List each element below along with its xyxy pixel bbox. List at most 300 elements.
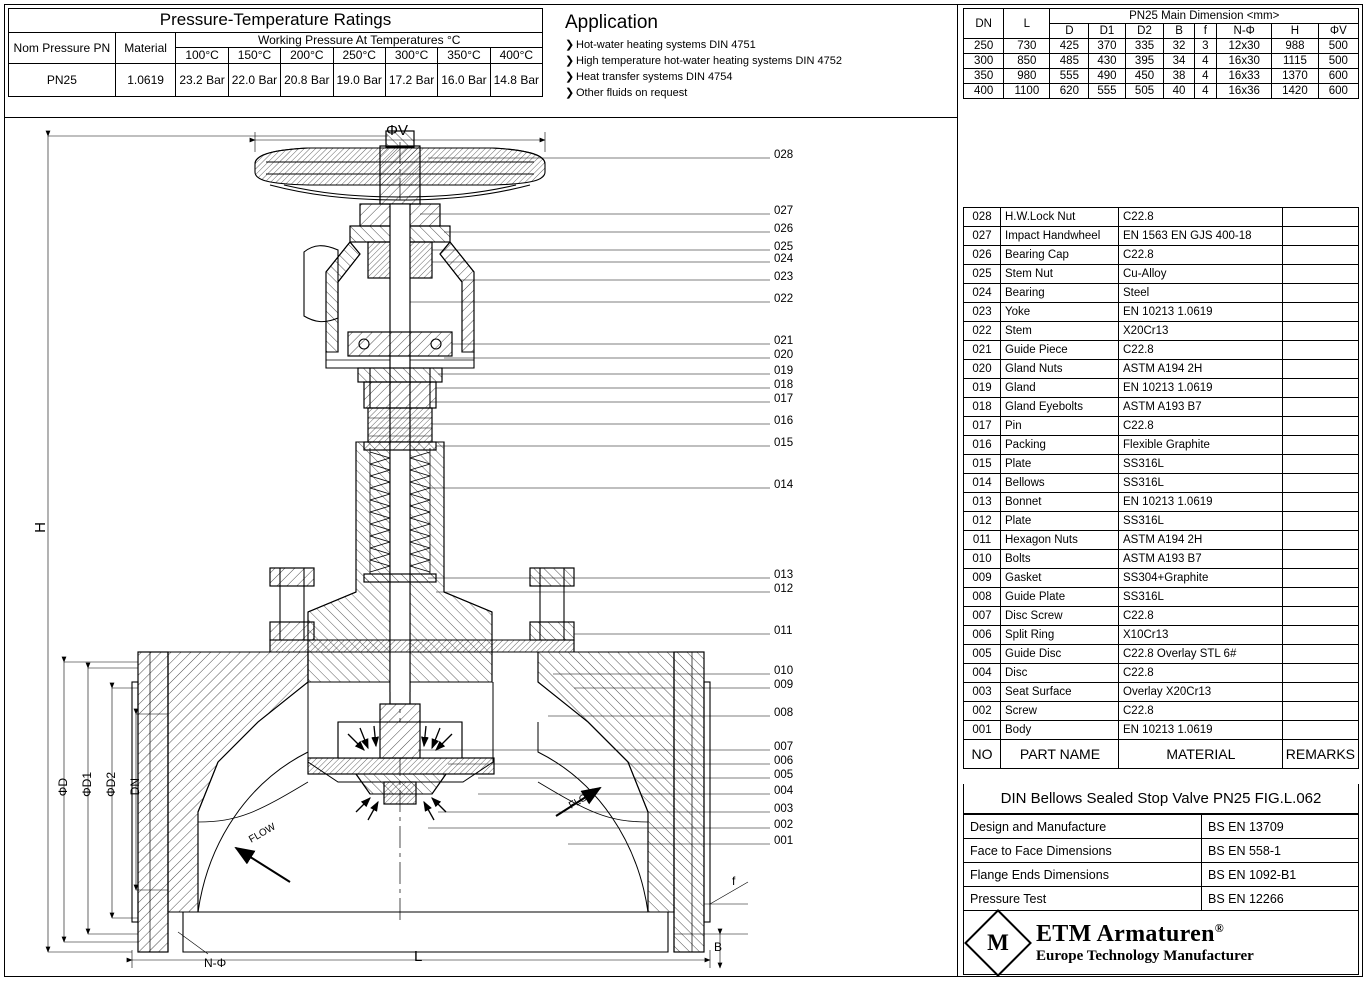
part-material: C22.8	[1119, 208, 1283, 227]
part-name: Guide Piece	[1001, 341, 1119, 360]
table-row	[964, 379, 1359, 398]
table-row	[964, 265, 1359, 284]
application-list	[565, 38, 935, 102]
part-material: ASTM A194 2H	[1119, 360, 1283, 379]
table-row	[964, 227, 1359, 246]
cell-l: 980	[1004, 69, 1050, 84]
part-remarks	[1282, 303, 1358, 322]
cell-dn: 400	[964, 84, 1004, 99]
pressure-5: 16.0 Bar	[438, 64, 490, 97]
cell-h: 988	[1272, 39, 1318, 54]
temp-1: 150°C	[228, 48, 280, 64]
cell-f: 3	[1194, 39, 1217, 54]
table-row	[964, 39, 1359, 54]
table-row	[964, 417, 1359, 436]
balloon-021: 021	[774, 335, 794, 347]
part-name: Gland Eyebolts	[1001, 398, 1119, 417]
bullet-arrow-icon: ❯	[565, 86, 575, 99]
standard-value: BS EN 558-1	[1202, 839, 1359, 863]
standard-label: Pressure Test	[964, 887, 1202, 911]
part-material: ASTM A194 2H	[1119, 531, 1283, 550]
balloon-012: 012	[774, 583, 794, 595]
part-no: 022	[964, 322, 1001, 341]
part-material: SS316L	[1119, 455, 1283, 474]
dim-label-phid2: ΦD2	[104, 772, 118, 797]
part-name: Bellows	[1001, 474, 1119, 493]
pressure-2: 20.8 Bar	[281, 64, 333, 97]
application-item-label: Hot-water heating systems DIN 4751	[576, 39, 756, 51]
part-no: 028	[964, 208, 1001, 227]
part-name: Packing	[1001, 436, 1119, 455]
part-no: 016	[964, 436, 1001, 455]
table-row	[964, 208, 1359, 227]
table-row	[964, 721, 1359, 740]
dim-label-h: H	[32, 522, 49, 533]
part-no: 017	[964, 417, 1001, 436]
value-material: 1.0619	[115, 64, 176, 97]
parts-header-no: NO	[964, 740, 1001, 769]
part-no: 005	[964, 645, 1001, 664]
part-material: SS316L	[1119, 474, 1283, 493]
table-row	[964, 607, 1359, 626]
table-row	[964, 284, 1359, 303]
cell-d1: 555	[1089, 84, 1125, 99]
part-no: 021	[964, 341, 1001, 360]
part-remarks	[1282, 721, 1358, 740]
part-material: SS316L	[1119, 512, 1283, 531]
part-no: 018	[964, 398, 1001, 417]
part-name: H.W.Lock Nut	[1001, 208, 1119, 227]
cell-nphi: 16x36	[1217, 84, 1272, 99]
balloon-019: 019	[774, 365, 794, 377]
part-remarks	[1282, 398, 1358, 417]
application-item-label: High temperature hot-water heating systems DIN 4752	[576, 54, 842, 67]
standard-label: Design and Manufacture	[964, 815, 1202, 839]
pressure-table-title: Pressure-Temperature Ratings	[9, 9, 543, 33]
part-name: Bearing Cap	[1001, 246, 1119, 265]
cell-d2: 450	[1125, 69, 1164, 84]
part-remarks	[1282, 246, 1358, 265]
dim-label-nphi: N-Φ	[204, 956, 227, 970]
pressure-3: 19.0 Bar	[333, 64, 385, 97]
cell-phiv: 500	[1318, 39, 1358, 54]
part-remarks	[1282, 265, 1358, 284]
sheet-divider-horizontal	[4, 117, 957, 118]
part-material: C22.8	[1119, 607, 1283, 626]
table-row	[964, 531, 1359, 550]
part-name: Bolts	[1001, 550, 1119, 569]
cell-dn: 250	[964, 39, 1004, 54]
part-no: 006	[964, 626, 1001, 645]
part-material: SS304+Graphite	[1119, 569, 1283, 588]
part-no: 014	[964, 474, 1001, 493]
cell-f: 4	[1194, 69, 1217, 84]
part-material: ASTM A193 B7	[1119, 398, 1283, 417]
part-material: EN 10213 1.0619	[1119, 303, 1283, 322]
part-remarks	[1282, 341, 1358, 360]
application-item	[565, 38, 935, 54]
part-name: Screw	[1001, 702, 1119, 721]
table-row	[964, 398, 1359, 417]
table-row	[964, 341, 1359, 360]
title-block	[963, 784, 1359, 975]
part-remarks	[1282, 550, 1358, 569]
balloon-017: 017	[774, 393, 794, 405]
company-name-text: ETM Armaturen	[1036, 920, 1215, 947]
standard-label: Flange Ends Dimensions	[964, 863, 1202, 887]
cell-h: 1370	[1272, 69, 1318, 84]
part-remarks	[1282, 227, 1358, 246]
part-no: 011	[964, 531, 1001, 550]
part-no: 023	[964, 303, 1001, 322]
part-remarks	[1282, 493, 1358, 512]
balloon-004: 004	[774, 785, 794, 797]
standard-value: BS EN 1092-B1	[1202, 863, 1359, 887]
part-name: Body	[1001, 721, 1119, 740]
balloon-016: 016	[774, 415, 794, 427]
dim-header-nphi: N-Φ	[1217, 24, 1272, 39]
dim-label-phiv: ΦV	[386, 122, 408, 139]
part-no: 003	[964, 683, 1001, 702]
diamond-logo-icon	[964, 909, 1032, 977]
temp-2: 200°C	[281, 48, 333, 64]
balloon-023: 023	[774, 271, 794, 283]
part-name: Guide Plate	[1001, 588, 1119, 607]
part-no: 019	[964, 379, 1001, 398]
part-name: Stem	[1001, 322, 1119, 341]
part-name: Bonnet	[1001, 493, 1119, 512]
part-remarks	[1282, 588, 1358, 607]
balloon-028: 028	[774, 149, 794, 161]
part-material: Overlay X20Cr13	[1119, 683, 1283, 702]
cell-d: 555	[1050, 69, 1089, 84]
table-row	[964, 69, 1359, 84]
parts-list-table	[963, 207, 1359, 769]
temp-4: 300°C	[385, 48, 437, 64]
balloon-007: 007	[774, 741, 794, 753]
table-row	[964, 626, 1359, 645]
application-item	[565, 86, 935, 102]
part-material: C22.8	[1119, 417, 1283, 436]
part-material: C22.8	[1119, 664, 1283, 683]
part-material: EN 10213 1.0619	[1119, 493, 1283, 512]
part-no: 001	[964, 721, 1001, 740]
part-material: EN 10213 1.0619	[1119, 721, 1283, 740]
dim-label-phid: ΦD	[56, 778, 70, 797]
table-row	[964, 246, 1359, 265]
registered-mark: ®	[1214, 920, 1225, 935]
part-no: 007	[964, 607, 1001, 626]
application-title: Application	[565, 12, 658, 33]
cell-h: 1115	[1272, 54, 1318, 69]
cell-d1: 490	[1089, 69, 1125, 84]
part-name: Gland	[1001, 379, 1119, 398]
part-remarks	[1282, 360, 1358, 379]
part-material: Cu-Alloy	[1119, 265, 1283, 284]
part-name: Stem Nut	[1001, 265, 1119, 284]
cell-d: 425	[1050, 39, 1089, 54]
col-nom-pressure: Nom Pressure PN	[9, 32, 116, 63]
dim-group-header: PN25 Main Dimension <mm>	[1050, 9, 1359, 24]
dim-header-d1: D1	[1089, 24, 1125, 39]
cell-nphi: 16x30	[1217, 54, 1272, 69]
part-name: Seat Surface	[1001, 683, 1119, 702]
part-remarks	[1282, 664, 1358, 683]
dim-header-d: D	[1050, 24, 1089, 39]
cell-d: 620	[1050, 84, 1089, 99]
temp-0: 100°C	[176, 48, 228, 64]
part-material: SS316L	[1119, 588, 1283, 607]
cell-nphi: 16x33	[1217, 69, 1272, 84]
standard-value: BS EN 13709	[1202, 815, 1359, 839]
cell-l: 730	[1004, 39, 1050, 54]
part-no: 009	[964, 569, 1001, 588]
product-title: DIN Bellows Sealed Stop Valve PN25 FIG.L.062	[963, 784, 1359, 814]
part-no: 024	[964, 284, 1001, 303]
dim-header-dn: DN	[964, 9, 1004, 39]
dim-header-h: H	[1272, 24, 1318, 39]
logo-monogram: M	[987, 929, 1009, 955]
part-material: Flexible Graphite	[1119, 436, 1283, 455]
col-working-pressure: Working Pressure At Temperatures °C	[176, 32, 543, 48]
pressure-6: 14.8 Bar	[490, 64, 542, 97]
balloon-014: 014	[774, 479, 794, 491]
company-tagline: Europe Technology Manufacturer	[1036, 947, 1254, 964]
table-row	[964, 839, 1359, 863]
cell-dn: 350	[964, 69, 1004, 84]
part-remarks	[1282, 607, 1358, 626]
cell-dn: 300	[964, 54, 1004, 69]
dim-header-l: L	[1004, 9, 1050, 39]
dim-header-phiv: ΦV	[1318, 24, 1358, 39]
application-item	[565, 70, 935, 86]
cell-h: 1420	[1272, 84, 1318, 99]
parts-header-material: MATERIAL	[1119, 740, 1283, 769]
part-name: Gland Nuts	[1001, 360, 1119, 379]
part-remarks	[1282, 626, 1358, 645]
part-material: X10Cr13	[1119, 626, 1283, 645]
balloon-013: 013	[774, 569, 794, 581]
cell-d2: 505	[1125, 84, 1164, 99]
valve-section-svg	[8, 122, 954, 974]
parts-header-remarks: REMARKS	[1282, 740, 1358, 769]
cell-f: 4	[1194, 54, 1217, 69]
standards-table	[963, 814, 1359, 911]
part-remarks	[1282, 322, 1358, 341]
cell-phiv: 500	[1318, 54, 1358, 69]
part-material: EN 10213 1.0619	[1119, 379, 1283, 398]
part-material: C22.8	[1119, 341, 1283, 360]
table-row	[964, 493, 1359, 512]
balloon-018: 018	[774, 379, 794, 391]
application-item-label: Other fluids on request	[576, 86, 688, 99]
table-row	[964, 683, 1359, 702]
table-row	[964, 702, 1359, 721]
part-name: Plate	[1001, 455, 1119, 474]
col-material: Material	[115, 32, 176, 63]
cell-f: 4	[1194, 84, 1217, 99]
part-name: Disc	[1001, 664, 1119, 683]
dim-label-b: B	[714, 940, 723, 954]
cell-l: 1100	[1004, 84, 1050, 99]
part-name: Guide Disc	[1001, 645, 1119, 664]
part-name: Impact Handwheel	[1001, 227, 1119, 246]
cell-d2: 395	[1125, 54, 1164, 69]
bullet-arrow-icon: ❯	[565, 70, 575, 83]
dim-header-b: B	[1164, 24, 1194, 39]
dim-label-dn: DN	[128, 778, 142, 796]
application-item	[565, 54, 935, 70]
application-block	[565, 12, 935, 102]
table-row	[964, 887, 1359, 911]
company-name	[1036, 921, 1254, 948]
balloon-006: 006	[774, 755, 794, 767]
part-remarks	[1282, 455, 1358, 474]
part-remarks	[1282, 702, 1358, 721]
part-remarks	[1282, 474, 1358, 493]
part-material: EN 1563 EN GJS 400-18	[1119, 227, 1283, 246]
part-name: Bearing	[1001, 284, 1119, 303]
balloon-002: 002	[774, 819, 794, 831]
part-name: Yoke	[1001, 303, 1119, 322]
cell-d1: 430	[1089, 54, 1125, 69]
part-remarks	[1282, 569, 1358, 588]
bullet-arrow-icon: ❯	[565, 54, 575, 67]
pressure-0: 23.2 Bar	[176, 64, 228, 97]
table-row	[964, 54, 1359, 69]
part-remarks	[1282, 208, 1358, 227]
cell-b: 34	[1164, 54, 1194, 69]
part-material: C22.8	[1119, 246, 1283, 265]
balloon-020: 020	[774, 349, 794, 361]
part-name: Plate	[1001, 512, 1119, 531]
dim-label-f: f	[732, 874, 736, 888]
table-row	[964, 815, 1359, 839]
part-remarks	[1282, 645, 1358, 664]
part-name: Hexagon Nuts	[1001, 531, 1119, 550]
pressure-temperature-table	[8, 8, 543, 97]
part-no: 026	[964, 246, 1001, 265]
dim-header-d2: D2	[1125, 24, 1164, 39]
part-material: Steel	[1119, 284, 1283, 303]
part-no: 015	[964, 455, 1001, 474]
part-no: 027	[964, 227, 1001, 246]
flow-label-left: FLOW	[247, 821, 278, 846]
application-item-label: Heat transfer systems DIN 4754	[576, 70, 733, 83]
part-no: 010	[964, 550, 1001, 569]
dim-header-f: f	[1194, 24, 1217, 39]
part-remarks	[1282, 512, 1358, 531]
part-remarks	[1282, 436, 1358, 455]
part-material: ASTM A193 B7	[1119, 550, 1283, 569]
part-name: Split Ring	[1001, 626, 1119, 645]
balloon-026: 026	[774, 223, 794, 235]
temp-3: 250°C	[333, 48, 385, 64]
part-remarks	[1282, 417, 1358, 436]
balloon-003: 003	[774, 803, 794, 815]
parts-header-name: PART NAME	[1001, 740, 1119, 769]
table-row	[964, 436, 1359, 455]
value-nom-pressure: PN25	[9, 64, 116, 97]
table-row	[964, 863, 1359, 887]
flow-label-right: FLOW	[567, 787, 598, 812]
balloon-025: 025	[774, 241, 794, 253]
part-no: 002	[964, 702, 1001, 721]
part-no: 008	[964, 588, 1001, 607]
cell-d2: 335	[1125, 39, 1164, 54]
balloon-009: 009	[774, 679, 794, 691]
part-no: 020	[964, 360, 1001, 379]
table-row	[964, 645, 1359, 664]
part-name: Gasket	[1001, 569, 1119, 588]
bullet-arrow-icon: ❯	[565, 39, 575, 51]
part-no: 013	[964, 493, 1001, 512]
table-row	[964, 512, 1359, 531]
part-name: Pin	[1001, 417, 1119, 436]
part-material: X20Cr13	[1119, 322, 1283, 341]
balloon-015: 015	[774, 437, 794, 449]
table-row	[964, 664, 1359, 683]
table-row	[964, 360, 1359, 379]
standard-label: Face to Face Dimensions	[964, 839, 1202, 863]
parts-header-row	[964, 740, 1359, 769]
table-row	[964, 569, 1359, 588]
part-remarks	[1282, 379, 1358, 398]
part-name: Disc Screw	[1001, 607, 1119, 626]
pressure-1: 22.0 Bar	[228, 64, 280, 97]
dim-label-l: L	[414, 948, 423, 965]
table-row	[964, 322, 1359, 341]
balloon-024: 024	[774, 253, 794, 265]
balloon-027: 027	[774, 205, 794, 217]
balloon-008: 008	[774, 707, 794, 719]
balloon-010: 010	[774, 665, 794, 677]
balloon-001: 001	[774, 835, 794, 847]
cell-d1: 370	[1089, 39, 1125, 54]
pressure-4: 17.2 Bar	[385, 64, 437, 97]
part-remarks	[1282, 683, 1358, 702]
cell-phiv: 600	[1318, 69, 1358, 84]
part-no: 025	[964, 265, 1001, 284]
company-logo	[963, 911, 1359, 975]
cell-nphi: 12x30	[1217, 39, 1272, 54]
table-row	[964, 303, 1359, 322]
cell-l: 850	[1004, 54, 1050, 69]
cell-b: 38	[1164, 69, 1194, 84]
balloon-005: 005	[774, 769, 794, 781]
part-remarks	[1282, 531, 1358, 550]
valve-drawing	[8, 122, 954, 974]
cell-b: 40	[1164, 84, 1194, 99]
table-row	[964, 474, 1359, 493]
part-material: C22.8 Overlay STL 6#	[1119, 645, 1283, 664]
table-row	[964, 588, 1359, 607]
cell-d: 485	[1050, 54, 1089, 69]
part-no: 004	[964, 664, 1001, 683]
table-row	[964, 455, 1359, 474]
part-remarks	[1282, 284, 1358, 303]
table-row	[964, 84, 1359, 99]
cell-phiv: 600	[1318, 84, 1358, 99]
sheet-divider-vertical	[957, 4, 958, 977]
dim-label-phid1: ΦD1	[80, 772, 94, 797]
balloon-022: 022	[774, 293, 794, 305]
cell-b: 32	[1164, 39, 1194, 54]
part-no: 012	[964, 512, 1001, 531]
temp-5: 350°C	[438, 48, 490, 64]
temp-6: 400°C	[490, 48, 542, 64]
balloon-011: 011	[774, 625, 793, 637]
